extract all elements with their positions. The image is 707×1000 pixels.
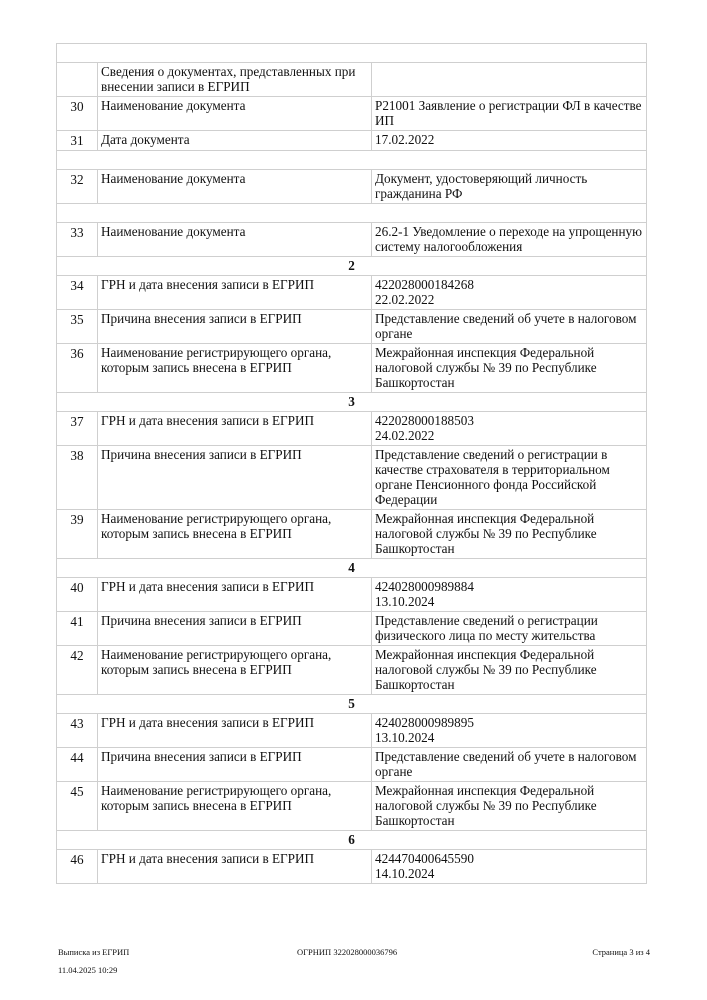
blank-cell xyxy=(57,44,647,63)
blank-row xyxy=(57,204,647,223)
row-value: Р21001 Заявление о регистрации ФЛ в качестве ИП xyxy=(372,97,647,131)
row-number: 31 xyxy=(57,131,98,151)
section-header-row xyxy=(57,831,647,850)
row-label: Дата документа xyxy=(98,131,372,151)
row-number: 45 xyxy=(57,782,98,831)
row-label: ГРН и дата внесения записи в ЕГРИП xyxy=(98,412,372,446)
table-row xyxy=(57,412,647,446)
table-row xyxy=(57,646,647,695)
row-label: Наименование регистрирующего органа, которым запись внесена в ЕГРИП xyxy=(98,510,372,559)
table-row xyxy=(57,223,647,257)
table-row xyxy=(57,446,647,510)
section-number: 2 xyxy=(57,257,647,276)
row-number: 34 xyxy=(57,276,98,310)
row-value: 424470400645590 14.10.2024 xyxy=(372,850,647,884)
row-label: ГРН и дата внесения записи в ЕГРИП xyxy=(98,578,372,612)
row-label: Наименование документа xyxy=(98,223,372,257)
section-header-row xyxy=(57,559,647,578)
row-value: 422028000188503 24.02.2022 xyxy=(372,412,647,446)
row-value: Межрайонная инспекция Федеральной налоговой службы № 39 по Республике Башкортостан xyxy=(372,344,647,393)
table-row xyxy=(57,510,647,559)
row-value: Межрайонная инспекция Федеральной налоговой службы № 39 по Республике Башкортостан xyxy=(372,782,647,831)
section-header-row xyxy=(57,695,647,714)
row-value: 26.2-1 Уведомление о переходе на упрощенную систему налогообложения xyxy=(372,223,647,257)
row-number: 39 xyxy=(57,510,98,559)
section-number: 6 xyxy=(57,831,647,850)
footer-page-number: Страница 3 из 4 xyxy=(592,947,650,957)
table-row xyxy=(57,131,647,151)
row-number xyxy=(57,63,98,97)
footer-doc-info xyxy=(58,939,129,984)
section-number: 3 xyxy=(57,393,647,412)
table-row xyxy=(57,170,647,204)
row-value: 17.02.2022 xyxy=(372,131,647,151)
egrip-records-table xyxy=(56,43,647,884)
row-value: Межрайонная инспекция Федеральной налоговой службы № 39 по Республике Башкортостан xyxy=(372,510,647,559)
row-number: 37 xyxy=(57,412,98,446)
row-number: 35 xyxy=(57,310,98,344)
table-row xyxy=(57,578,647,612)
row-value: 424028000989895 13.10.2024 xyxy=(372,714,647,748)
table-row xyxy=(57,63,647,97)
row-label: Наименование документа xyxy=(98,170,372,204)
row-value: Документ, удостоверяющий личность гражданина РФ xyxy=(372,170,647,204)
row-number: 40 xyxy=(57,578,98,612)
footer-datetime: 11.04.2025 10:29 xyxy=(58,965,118,975)
row-number: 36 xyxy=(57,344,98,393)
row-number: 43 xyxy=(57,714,98,748)
row-number: 41 xyxy=(57,612,98,646)
row-value: Представление сведений о регистрации в качестве страхователя в территориальном органе Пенсионного фонда Российской Федерации xyxy=(372,446,647,510)
row-value: Представление сведений о регистрации физического лица по месту жительства xyxy=(372,612,647,646)
row-label: Наименование регистрирующего органа, которым запись внесена в ЕГРИП xyxy=(98,646,372,695)
row-label: Наименование регистрирующего органа, которым запись внесена в ЕГРИП xyxy=(98,782,372,831)
row-value: Представление сведений об учете в налоговом органе xyxy=(372,310,647,344)
footer-ogrnip: ОГРНИП 322028000036796 xyxy=(297,947,398,957)
section-number: 5 xyxy=(57,695,647,714)
row-label: Наименование документа xyxy=(98,97,372,131)
footer-doc-title: Выписка из ЕГРИП xyxy=(58,947,130,957)
row-number: 42 xyxy=(57,646,98,695)
table-row xyxy=(57,276,647,310)
table-row xyxy=(57,310,647,344)
table-row xyxy=(57,748,647,782)
row-value: Межрайонная инспекция Федеральной налоговой службы № 39 по Республике Башкортостан xyxy=(372,646,647,695)
row-label: ГРН и дата внесения записи в ЕГРИП xyxy=(98,850,372,884)
row-label: Причина внесения записи в ЕГРИП xyxy=(98,310,372,344)
table-row xyxy=(57,97,647,131)
row-number: 30 xyxy=(57,97,98,131)
blank-row xyxy=(57,151,647,170)
blank-cell xyxy=(57,204,647,223)
row-label: ГРН и дата внесения записи в ЕГРИП xyxy=(98,276,372,310)
table-row xyxy=(57,344,647,393)
row-label: Причина внесения записи в ЕГРИП xyxy=(98,446,372,510)
table-row xyxy=(57,850,647,884)
row-label: Причина внесения записи в ЕГРИП xyxy=(98,612,372,646)
row-label: ГРН и дата внесения записи в ЕГРИП xyxy=(98,714,372,748)
row-number: 38 xyxy=(57,446,98,510)
table-body xyxy=(57,44,647,884)
row-value: 422028000184268 22.02.2022 xyxy=(372,276,647,310)
blank-row xyxy=(57,44,647,63)
row-label: Сведения о документах, представленных при внесении записи в ЕГРИП xyxy=(98,63,372,97)
row-number: 44 xyxy=(57,748,98,782)
row-number: 32 xyxy=(57,170,98,204)
section-header-row xyxy=(57,393,647,412)
section-number: 4 xyxy=(57,559,647,578)
row-number: 33 xyxy=(57,223,98,257)
blank-cell xyxy=(57,151,647,170)
table-row xyxy=(57,782,647,831)
table-row xyxy=(57,612,647,646)
row-value xyxy=(372,63,647,97)
row-value: Представление сведений об учете в налоговом органе xyxy=(372,748,647,782)
row-label: Причина внесения записи в ЕГРИП xyxy=(98,748,372,782)
row-value: 424028000989884 13.10.2024 xyxy=(372,578,647,612)
table-row xyxy=(57,714,647,748)
section-header-row xyxy=(57,257,647,276)
row-label: Наименование регистрирующего органа, которым запись внесена в ЕГРИП xyxy=(98,344,372,393)
row-number: 46 xyxy=(57,850,98,884)
